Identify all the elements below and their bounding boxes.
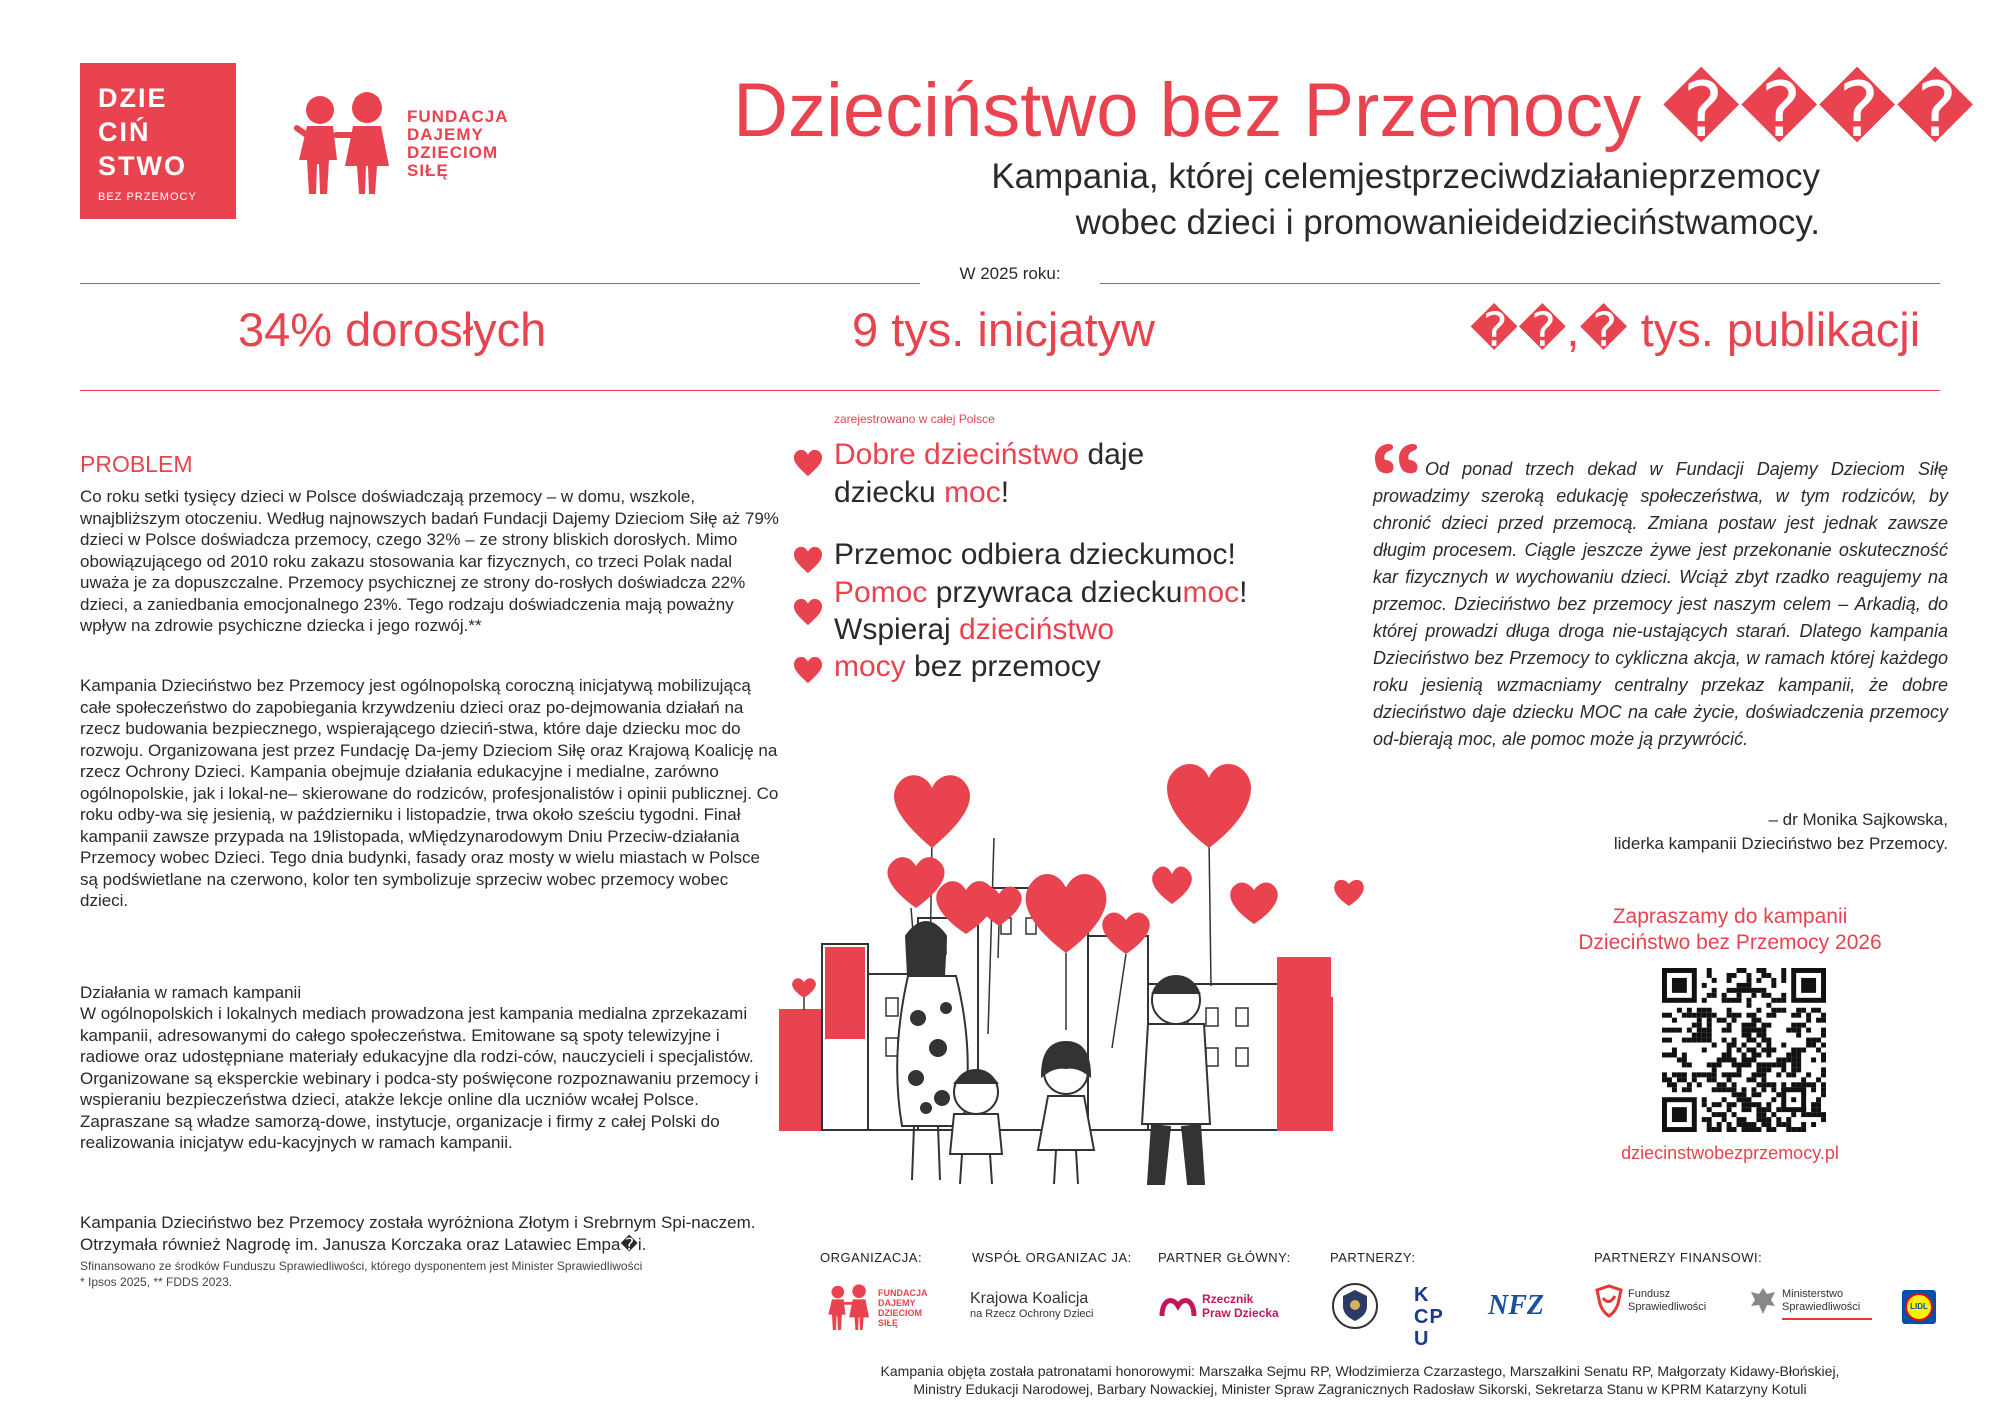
heart-icon bbox=[793, 545, 823, 575]
patronage-text: Kampania objęta została patronatami honorowymi: Marszałka Sejmu RP, Włodzimierza Czarzastego, Marszałkini Senatu RP, Małgorzaty Kidawy-Błońskiej, Ministry Edukacji Narodowej, Barbary Nowackiej, Minister Spraw Zagranicznych Radosław Sikorski, Sekretarza Stanu w KPRM Katarzyny Kotuli bbox=[880, 1363, 1840, 1397]
page-title: Dzieciństwo bez Przemocy ���� bbox=[733, 68, 1974, 153]
problem-heading: PROBLEM bbox=[80, 451, 193, 477]
ministry-logo bbox=[1748, 1284, 1878, 1328]
stats-note: zarejestrowano w całej Polsce bbox=[834, 412, 995, 426]
label-co-organizer: WSPÓŁ ORGANIZAC JA: bbox=[972, 1250, 1132, 1265]
label-main-partner: PARTNER GŁÓWNY: bbox=[1158, 1250, 1291, 1265]
problem-paragraph-1: Co roku setki tysięcy dzieci w Polsce doświadczają przemocy – w domu, wszkole, wnajbliższym otoczeniu. Według najnowszych badań Fundacji Dajemy Dzieciom Siłę aż 79% dzieci w Polsce doświadcza przemocy, czego 32% – ze strony bliskich dorosłych. Mimo obowiązującego od 2010 roku zakazu stosowania kar fizycznych, co trzeci Polak nadal uważa je za dopuszczalne. Przemocy psychicznej ze strony do-rosłych doświadcza 22% dzieci, a zaniedbania emocjonalnego 23%. Tego rodzaju doświadczenia mają poważny wpływ na zdrowie psychiczne dziecka i jego rozwój.** bbox=[80, 487, 779, 635]
campaign-logo-text: DZIE CIŃ STWO bbox=[98, 83, 187, 181]
coalition-logo: Krajowa Koalicja na Rzecz Ochrony Dzieci bbox=[970, 1290, 1094, 1320]
eagle-emblem-icon bbox=[1748, 1284, 1778, 1318]
children-silhouette-icon bbox=[285, 88, 400, 198]
sources-footnote: * Ipsos 2025, ** FDDS 2023. bbox=[80, 1275, 233, 1289]
quote-author: – dr Monika Sajkowska, liderka kampanii Dzieciństwo bez Przemocy. bbox=[1613, 810, 1948, 853]
actions-paragraph: W ogólnopolskich i lokalnych mediach prowadzona jest kampania medialna zprzekazami kampanii, adresowanymi do całego społeczeństwa. Emitowane są spoty telewizyjne i radiowe oraz udostępniane materiały edukacyjne dla rodzi-ców, nauczycieli i specjalistów. Organizowane są eksperckie webinary i podca-sty poświęcone rozpoznawaniu przemocy i wspieraniu bezpieczeństwa dzieci, atakże lekcje online dla uczniów wcałej Polsce. Zapraszane są władze samorzą-dowe, instytucje, organizacje i firmy z całej Polski do realizowania inicjatyw edu-kacyjnych w ramach kampanii. bbox=[80, 1004, 759, 1152]
label-financial-partners: PARTNERZY FINANSOWI: bbox=[1594, 1250, 1763, 1265]
quote-text: Od ponad trzech dekad w Fundacji Dajemy Dzieciom Siłę prowadzimy szeroką edukację społeczeństwa, w tym rodziców, by chronić dzieci przed przemocą. Zmiana postaw jest jednak zawsze długim procesem. Ciągle jeszcze żywe jest przekonanie oskuteczność kar fizycznych w wychowaniu dzieci. Wciąż zbyt rzadko reagujemy na przemoc. Dzieciństwo bez przemocy jest naszym celem – Arkadią, do której prowadzi długa droga nie-ustających starań. Dlatego kampania Dzieciństwo bez Przemocy to cykliczna akcja, w ramach której każdego roku jesienią wzmacniamy centralny przekaz kampanii, że dobre dzieciństwo daje dziecku MOC na całe życie, doświadczenia przemocy od-bierają moc, ale pomoc może ją przywrócić. bbox=[1373, 459, 1948, 749]
campaign-logo bbox=[80, 63, 236, 219]
kcpu-logo: KCPU bbox=[1414, 1284, 1444, 1350]
divider-stats-bottom bbox=[80, 390, 1940, 391]
ministry-logo-underline bbox=[1782, 1318, 1872, 1320]
problem-paragraph-2: Kampania Dzieciństwo bez Przemocy jest ogólnopolską coroczną inicjatywą mobilizującą całe społeczeństwo do zapobiegania krzywdzeniu dzieci oraz po-dejmowania działań na rzecz budowania bezpiecznego, wspierającego dzieciń-stwa, które daje dziecku moc do rozwoju. Organizowana jest przez Fundację Da-jemy Dzieciom Siłę oraz Krajową Koalicję na rzecz Ochrony Dzieci. Kampania obejmuje działania edukacyjne i medialne, zarówno ogólnopolskie, jak i lokal-ne– skierowane do rodziców, profesjonalistów i opinii publicznej. Co roku odby-wa się jesienią, w październiku i listopadzie, trwa około sześciu tygodni. Finał kampanii zawsze przypada na 19listopada, wMiędzynarodowym Dniu Przeciw-działania Przemocy wobec Dzieci. Tego dnia budynki, fasady oraz mosty w wielu miastach w Polsce są podświetlane na czerwono, kolor ten symbolizuje sprzeciw wobec przemocy wobec dzieci. bbox=[80, 676, 779, 910]
stat-adults: 34% dorosłych bbox=[238, 303, 547, 356]
slogan-2: Przemoc odbiera dzieckumoc! bbox=[834, 538, 1236, 571]
family-with-balloons-illustration bbox=[776, 748, 1380, 1192]
divider-top-right bbox=[1100, 283, 1940, 284]
website-link[interactable]: dziecinstwobezprzemocy.pl bbox=[1621, 1143, 1839, 1163]
ombudsman-logo-text: Rzecznik Praw Dziecka bbox=[1202, 1292, 1279, 1320]
nfz-logo: NFZ bbox=[1488, 1290, 1544, 1321]
ministry-logo-text: Ministerstwo Sprawiedliwości bbox=[1782, 1288, 1861, 1313]
heart-icon bbox=[793, 448, 823, 478]
year-label: W 2025 roku: bbox=[959, 264, 1061, 283]
slogan-3: Pomoc przywraca dzieckumoc! bbox=[834, 576, 1248, 609]
slogan-1: Dobre dzieciństwo daje bbox=[834, 438, 1145, 471]
ombudsman-emblem-icon bbox=[1158, 1290, 1198, 1320]
police-emblem-icon bbox=[1330, 1280, 1380, 1332]
awards-paragraph: Kampania Dzieciństwo bez Przemocy została wyróżniona Złotym i Srebrnym Spi-naczem. Otrzymała również Nagrodę im. Janusza Korczaka oraz Latawiec Empa�i. bbox=[80, 1213, 756, 1254]
ombudsman-logo bbox=[1158, 1290, 1298, 1330]
funding-footnote: Sfinansowano ze środków Funduszu Sprawiedliwości, którego dysponentem jest Minister Sprawiedliwości bbox=[80, 1259, 643, 1273]
slogan-1-line-2: dziecku moc! bbox=[834, 476, 1010, 509]
slogan-4: Wspieraj dzieciństwo bbox=[834, 613, 1115, 646]
page-subtitle: Kampania, której celemjestprzeciwdziałanieprzemocy wobec dzieci i promowanieideidzieciństwamocy. bbox=[991, 157, 1820, 242]
stat-initiatives: 9 tys. inicjatyw bbox=[852, 303, 1155, 356]
slogan-4-line-2: mocy bez przemocy bbox=[834, 650, 1101, 683]
invite-text: Zapraszamy do kampanii Dzieciństwo bez Przemocy 2026 bbox=[1578, 905, 1882, 954]
divider-top-left bbox=[80, 283, 920, 284]
organizer-logo bbox=[822, 1280, 942, 1336]
children-silhouette-icon bbox=[822, 1280, 874, 1334]
stat-publications: ��,� tys. publikacji bbox=[1470, 303, 1921, 356]
justice-fund-emblem-icon bbox=[1594, 1284, 1624, 1318]
foundation-logo bbox=[285, 88, 525, 198]
organizer-logo-text: FUNDACJA DAJEMY DZIECIOM SIŁĘ bbox=[878, 1288, 928, 1328]
label-partners: PARTNERZY: bbox=[1330, 1250, 1416, 1265]
heart-icon bbox=[793, 597, 823, 627]
actions-heading: Działania w ramach kampanii bbox=[80, 983, 302, 1002]
campaign-logo-subtitle: BEZ PRZEMOCY bbox=[98, 191, 197, 203]
lidl-logo: LIDL bbox=[1902, 1290, 1936, 1324]
foundation-name: FUNDACJA DAJEMY DZIECIOM SIŁĘ bbox=[407, 107, 509, 180]
qr-code[interactable] bbox=[1662, 968, 1826, 1132]
justice-fund-logo bbox=[1594, 1284, 1724, 1328]
label-organizer: ORGANIZACJA: bbox=[820, 1250, 923, 1265]
justice-fund-logo-text: Fundusz Sprawiedliwości bbox=[1628, 1288, 1707, 1313]
heart-icon bbox=[793, 655, 823, 685]
